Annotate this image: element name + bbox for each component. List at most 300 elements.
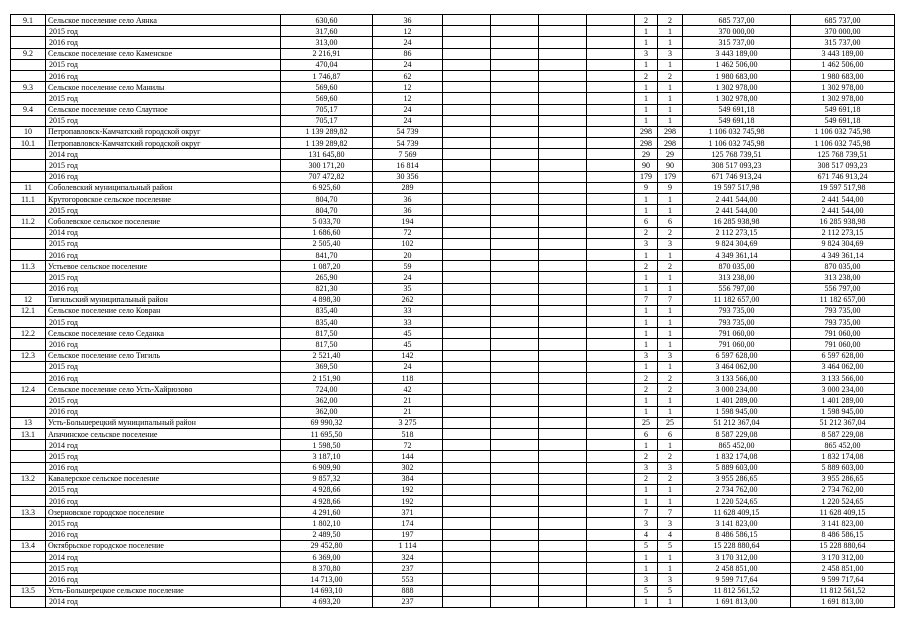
cell-funds-fund: 3 170 312,00 bbox=[791, 552, 895, 563]
cell-funds-total: 9 599 717,64 bbox=[683, 574, 791, 585]
cell-row-number: 10 bbox=[11, 126, 46, 137]
cell-col-e bbox=[443, 484, 491, 495]
cell-buildings-fact: 6 bbox=[658, 216, 683, 227]
table-row bbox=[11, 48, 895, 59]
cell-col-g bbox=[539, 160, 587, 171]
cell-people: 3 275 bbox=[373, 417, 443, 428]
cell-funds-total: 865 452,00 bbox=[683, 440, 791, 451]
cell-col-h bbox=[587, 462, 635, 473]
cell-funds-fund: 1 462 506,00 bbox=[791, 59, 895, 70]
cell-col-g bbox=[539, 182, 587, 193]
cell-col-f bbox=[491, 496, 539, 507]
table-row bbox=[11, 440, 895, 451]
cell-col-e bbox=[443, 283, 491, 294]
cell-col-h bbox=[587, 328, 635, 339]
cell-col-e bbox=[443, 205, 491, 216]
cell-people: 24 bbox=[373, 104, 443, 115]
cell-buildings-fact: 3 bbox=[658, 462, 683, 473]
cell-col-e bbox=[443, 70, 491, 81]
cell-buildings-fact: 1 bbox=[658, 283, 683, 294]
cell-row-name: 2015 год bbox=[46, 272, 281, 283]
cell-people: 54 739 bbox=[373, 126, 443, 137]
cell-funds-total: 9 824 304,69 bbox=[683, 238, 791, 249]
cell-funds-total: 15 228 880,64 bbox=[683, 540, 791, 551]
cell-col-f bbox=[491, 473, 539, 484]
cell-col-g bbox=[539, 507, 587, 518]
table-row bbox=[11, 93, 895, 104]
cell-people: 45 bbox=[373, 328, 443, 339]
cell-area: 317,60 bbox=[281, 26, 373, 37]
cell-row-number bbox=[11, 395, 46, 406]
table-row bbox=[11, 37, 895, 48]
table-row bbox=[11, 59, 895, 70]
cell-row-number: 13.5 bbox=[11, 585, 46, 596]
cell-col-e bbox=[443, 104, 491, 115]
cell-buildings-plan: 3 bbox=[635, 350, 658, 361]
cell-buildings-plan: 2 bbox=[635, 15, 658, 26]
cell-buildings-fact: 7 bbox=[658, 507, 683, 518]
cell-people: 142 bbox=[373, 350, 443, 361]
cell-funds-fund: 1 980 683,00 bbox=[791, 70, 895, 81]
cell-col-h bbox=[587, 317, 635, 328]
cell-row-number bbox=[11, 484, 46, 495]
cell-area: 835,40 bbox=[281, 317, 373, 328]
table-row bbox=[11, 194, 895, 205]
cell-buildings-plan: 298 bbox=[635, 138, 658, 149]
table-row bbox=[11, 395, 895, 406]
cell-funds-total: 3 464 062,00 bbox=[683, 361, 791, 372]
cell-row-name: 2014 год bbox=[46, 440, 281, 451]
cell-col-f bbox=[491, 440, 539, 451]
cell-col-e bbox=[443, 473, 491, 484]
cell-row-number: 12 bbox=[11, 294, 46, 305]
cell-col-f bbox=[491, 272, 539, 283]
table-row bbox=[11, 104, 895, 115]
table-row bbox=[11, 361, 895, 372]
cell-col-g bbox=[539, 484, 587, 495]
cell-col-h bbox=[587, 339, 635, 350]
cell-buildings-plan: 1 bbox=[635, 59, 658, 70]
cell-col-f bbox=[491, 518, 539, 529]
cell-area: 804,70 bbox=[281, 194, 373, 205]
cell-funds-fund: 8 486 586,15 bbox=[791, 529, 895, 540]
cell-funds-total: 3 955 286,65 bbox=[683, 473, 791, 484]
table-row bbox=[11, 238, 895, 249]
cell-funds-total: 370 000,00 bbox=[683, 26, 791, 37]
cell-col-f bbox=[491, 428, 539, 439]
cell-funds-total: 549 691,18 bbox=[683, 115, 791, 126]
cell-col-h bbox=[587, 82, 635, 93]
cell-area: 630,60 bbox=[281, 15, 373, 26]
cell-funds-fund: 1 691 813,00 bbox=[791, 596, 895, 607]
cell-funds-fund: 549 691,18 bbox=[791, 115, 895, 126]
cell-row-number bbox=[11, 406, 46, 417]
cell-buildings-plan: 7 bbox=[635, 507, 658, 518]
cell-col-f bbox=[491, 82, 539, 93]
cell-funds-total: 16 285 938,98 bbox=[683, 216, 791, 227]
cell-row-number bbox=[11, 238, 46, 249]
cell-row-name: Сельское поселение село Слаутное bbox=[46, 104, 281, 115]
cell-col-e bbox=[443, 15, 491, 26]
cell-col-h bbox=[587, 596, 635, 607]
table-row bbox=[11, 417, 895, 428]
cell-col-h bbox=[587, 507, 635, 518]
cell-buildings-plan: 1 bbox=[635, 328, 658, 339]
cell-buildings-plan: 1 bbox=[635, 484, 658, 495]
cell-col-h bbox=[587, 428, 635, 439]
cell-row-name: 2015 год bbox=[46, 160, 281, 171]
cell-col-e bbox=[443, 294, 491, 305]
cell-col-f bbox=[491, 484, 539, 495]
cell-col-g bbox=[539, 93, 587, 104]
cell-area: 69 990,32 bbox=[281, 417, 373, 428]
cell-row-name: Сельское поселение село Манилы bbox=[46, 82, 281, 93]
cell-people: 118 bbox=[373, 373, 443, 384]
cell-people: 144 bbox=[373, 451, 443, 462]
cell-area: 4 928,66 bbox=[281, 496, 373, 507]
cell-buildings-fact: 90 bbox=[658, 160, 683, 171]
cell-col-f bbox=[491, 115, 539, 126]
table-row bbox=[11, 182, 895, 193]
cell-col-g bbox=[539, 272, 587, 283]
cell-funds-total: 313 238,00 bbox=[683, 272, 791, 283]
cell-col-e bbox=[443, 59, 491, 70]
cell-buildings-fact: 1 bbox=[658, 205, 683, 216]
cell-funds-total: 5 889 603,00 bbox=[683, 462, 791, 473]
cell-funds-total: 556 797,00 bbox=[683, 283, 791, 294]
cell-col-g bbox=[539, 283, 587, 294]
cell-col-f bbox=[491, 48, 539, 59]
cell-col-g bbox=[539, 428, 587, 439]
cell-row-name: 2015 год bbox=[46, 26, 281, 37]
cell-col-h bbox=[587, 552, 635, 563]
cell-area: 2 489,50 bbox=[281, 529, 373, 540]
cell-col-h bbox=[587, 574, 635, 585]
cell-funds-fund: 4 349 361,14 bbox=[791, 249, 895, 260]
cell-area: 14 693,10 bbox=[281, 585, 373, 596]
cell-row-name: 2014 год bbox=[46, 149, 281, 160]
cell-col-g bbox=[539, 440, 587, 451]
cell-buildings-plan: 1 bbox=[635, 26, 658, 37]
cell-col-e bbox=[443, 451, 491, 462]
cell-funds-total: 870 035,00 bbox=[683, 261, 791, 272]
cell-row-number bbox=[11, 59, 46, 70]
table-body bbox=[11, 15, 895, 608]
cell-people: 237 bbox=[373, 563, 443, 574]
cell-funds-fund: 671 746 913,24 bbox=[791, 171, 895, 182]
table-row bbox=[11, 305, 895, 316]
cell-col-e bbox=[443, 563, 491, 574]
cell-row-number bbox=[11, 171, 46, 182]
cell-funds-fund: 315 737,00 bbox=[791, 37, 895, 48]
cell-col-e bbox=[443, 406, 491, 417]
cell-col-e bbox=[443, 93, 491, 104]
table-row bbox=[11, 227, 895, 238]
cell-buildings-fact: 2 bbox=[658, 473, 683, 484]
cell-people: 24 bbox=[373, 272, 443, 283]
cell-people: 518 bbox=[373, 428, 443, 439]
table-row bbox=[11, 585, 895, 596]
cell-col-h bbox=[587, 484, 635, 495]
cell-funds-fund: 1 598 945,00 bbox=[791, 406, 895, 417]
cell-area: 14 713,00 bbox=[281, 574, 373, 585]
cell-area: 821,30 bbox=[281, 283, 373, 294]
table-row bbox=[11, 272, 895, 283]
cell-funds-fund: 11 628 409,15 bbox=[791, 507, 895, 518]
cell-buildings-plan: 1 bbox=[635, 249, 658, 260]
cell-col-f bbox=[491, 59, 539, 70]
table-row bbox=[11, 317, 895, 328]
table-row bbox=[11, 518, 895, 529]
cell-row-number bbox=[11, 529, 46, 540]
cell-buildings-fact: 1 bbox=[658, 115, 683, 126]
cell-area: 4 898,30 bbox=[281, 294, 373, 305]
cell-row-number: 12.4 bbox=[11, 384, 46, 395]
cell-people: 62 bbox=[373, 70, 443, 81]
cell-row-number: 10.1 bbox=[11, 138, 46, 149]
cell-col-f bbox=[491, 216, 539, 227]
cell-col-h bbox=[587, 238, 635, 249]
cell-row-number bbox=[11, 373, 46, 384]
cell-area: 300 171,20 bbox=[281, 160, 373, 171]
table-row bbox=[11, 138, 895, 149]
cell-people: 289 bbox=[373, 182, 443, 193]
cell-area: 1 139 289,82 bbox=[281, 126, 373, 137]
cell-area: 705,17 bbox=[281, 104, 373, 115]
cell-buildings-plan: 1 bbox=[635, 283, 658, 294]
cell-row-name: Сельское поселение село Седанка bbox=[46, 328, 281, 339]
cell-col-h bbox=[587, 350, 635, 361]
cell-col-h bbox=[587, 384, 635, 395]
cell-buildings-fact: 1 bbox=[658, 563, 683, 574]
cell-row-number bbox=[11, 339, 46, 350]
cell-buildings-plan: 179 bbox=[635, 171, 658, 182]
cell-col-f bbox=[491, 283, 539, 294]
cell-buildings-plan: 7 bbox=[635, 294, 658, 305]
cell-funds-total: 1 302 978,00 bbox=[683, 93, 791, 104]
cell-buildings-fact: 3 bbox=[658, 574, 683, 585]
cell-buildings-fact: 2 bbox=[658, 227, 683, 238]
cell-buildings-plan: 1 bbox=[635, 563, 658, 574]
cell-buildings-fact: 25 bbox=[658, 417, 683, 428]
cell-funds-total: 1 691 813,00 bbox=[683, 596, 791, 607]
cell-people: 21 bbox=[373, 395, 443, 406]
cell-row-number bbox=[11, 272, 46, 283]
cell-buildings-fact: 1 bbox=[658, 552, 683, 563]
cell-row-name: 2016 год bbox=[46, 37, 281, 48]
cell-row-name: Соболевское сельское поселение bbox=[46, 216, 281, 227]
cell-funds-fund: 791 060,00 bbox=[791, 328, 895, 339]
cell-col-h bbox=[587, 294, 635, 305]
cell-col-e bbox=[443, 126, 491, 137]
cell-row-name: Апачинское сельское поселение bbox=[46, 428, 281, 439]
cell-col-e bbox=[443, 37, 491, 48]
cell-buildings-fact: 3 bbox=[658, 518, 683, 529]
cell-col-g bbox=[539, 552, 587, 563]
cell-col-g bbox=[539, 115, 587, 126]
cell-funds-fund: 1 401 289,00 bbox=[791, 395, 895, 406]
cell-col-f bbox=[491, 205, 539, 216]
cell-col-e bbox=[443, 440, 491, 451]
cell-people: 72 bbox=[373, 440, 443, 451]
cell-funds-fund: 1 302 978,00 bbox=[791, 82, 895, 93]
cell-row-number bbox=[11, 249, 46, 260]
cell-col-f bbox=[491, 361, 539, 372]
cell-col-f bbox=[491, 305, 539, 316]
cell-funds-total: 1 598 945,00 bbox=[683, 406, 791, 417]
cell-col-g bbox=[539, 149, 587, 160]
cell-col-f bbox=[491, 70, 539, 81]
table-row bbox=[11, 339, 895, 350]
cell-people: 86 bbox=[373, 48, 443, 59]
cell-buildings-fact: 2 bbox=[658, 70, 683, 81]
table-row bbox=[11, 473, 895, 484]
cell-buildings-fact: 2 bbox=[658, 15, 683, 26]
cell-row-number bbox=[11, 451, 46, 462]
cell-area: 5 033,70 bbox=[281, 216, 373, 227]
cell-row-number bbox=[11, 205, 46, 216]
cell-funds-total: 315 737,00 bbox=[683, 37, 791, 48]
cell-area: 362,00 bbox=[281, 406, 373, 417]
cell-col-e bbox=[443, 182, 491, 193]
cell-funds-fund: 1 106 032 745,98 bbox=[791, 126, 895, 137]
cell-funds-fund: 11 182 657,00 bbox=[791, 294, 895, 305]
cell-buildings-fact: 298 bbox=[658, 126, 683, 137]
cell-col-f bbox=[491, 540, 539, 551]
cell-people: 24 bbox=[373, 361, 443, 372]
cell-col-e bbox=[443, 261, 491, 272]
cell-buildings-fact: 1 bbox=[658, 93, 683, 104]
cell-col-f bbox=[491, 384, 539, 395]
table-row bbox=[11, 171, 895, 182]
data-table bbox=[10, 14, 895, 608]
cell-buildings-fact: 1 bbox=[658, 361, 683, 372]
cell-col-h bbox=[587, 194, 635, 205]
cell-buildings-fact: 2 bbox=[658, 451, 683, 462]
cell-people: 33 bbox=[373, 317, 443, 328]
cell-funds-fund: 370 000,00 bbox=[791, 26, 895, 37]
cell-area: 369,50 bbox=[281, 361, 373, 372]
cell-row-number: 13.3 bbox=[11, 507, 46, 518]
cell-funds-fund: 870 035,00 bbox=[791, 261, 895, 272]
cell-row-name: Усть-Большерецкий муниципальный район bbox=[46, 417, 281, 428]
table-row bbox=[11, 249, 895, 260]
cell-area: 2 216,91 bbox=[281, 48, 373, 59]
cell-area: 1 598,50 bbox=[281, 440, 373, 451]
cell-row-number: 11.3 bbox=[11, 261, 46, 272]
cell-col-g bbox=[539, 384, 587, 395]
cell-buildings-plan: 6 bbox=[635, 216, 658, 227]
cell-people: 7 569 bbox=[373, 149, 443, 160]
cell-col-h bbox=[587, 406, 635, 417]
cell-col-f bbox=[491, 37, 539, 48]
cell-row-number: 13.2 bbox=[11, 473, 46, 484]
cell-col-e bbox=[443, 227, 491, 238]
cell-col-h bbox=[587, 138, 635, 149]
cell-row-number: 11 bbox=[11, 182, 46, 193]
cell-funds-total: 19 597 517,98 bbox=[683, 182, 791, 193]
cell-funds-fund: 19 597 517,98 bbox=[791, 182, 895, 193]
table-row bbox=[11, 507, 895, 518]
cell-funds-total: 791 060,00 bbox=[683, 339, 791, 350]
cell-row-name: 2016 год bbox=[46, 462, 281, 473]
cell-buildings-plan: 1 bbox=[635, 361, 658, 372]
cell-col-h bbox=[587, 37, 635, 48]
cell-col-e bbox=[443, 384, 491, 395]
cell-col-e bbox=[443, 149, 491, 160]
cell-row-name: 2015 год bbox=[46, 238, 281, 249]
cell-col-g bbox=[539, 596, 587, 607]
cell-col-e bbox=[443, 507, 491, 518]
cell-col-f bbox=[491, 26, 539, 37]
cell-row-number bbox=[11, 70, 46, 81]
cell-area: 841,70 bbox=[281, 249, 373, 260]
cell-funds-total: 793 735,00 bbox=[683, 317, 791, 328]
cell-row-name: 2016 год bbox=[46, 529, 281, 540]
cell-funds-fund: 3 443 189,00 bbox=[791, 48, 895, 59]
cell-row-name: Сельское поселение село Ковран bbox=[46, 305, 281, 316]
cell-buildings-fact: 7 bbox=[658, 294, 683, 305]
cell-row-name: 2016 год bbox=[46, 339, 281, 350]
cell-buildings-fact: 1 bbox=[658, 59, 683, 70]
cell-col-f bbox=[491, 126, 539, 137]
table-row bbox=[11, 261, 895, 272]
cell-col-g bbox=[539, 261, 587, 272]
cell-row-name: Сельское поселение село Усть-Хайрюзово bbox=[46, 384, 281, 395]
cell-col-e bbox=[443, 194, 491, 205]
cell-col-f bbox=[491, 294, 539, 305]
cell-row-number: 9.3 bbox=[11, 82, 46, 93]
cell-buildings-plan: 1 bbox=[635, 305, 658, 316]
cell-row-number: 9.1 bbox=[11, 15, 46, 26]
cell-people: 30 356 bbox=[373, 171, 443, 182]
cell-area: 362,00 bbox=[281, 395, 373, 406]
cell-row-name: Озерновское городское поселение bbox=[46, 507, 281, 518]
cell-col-e bbox=[443, 328, 491, 339]
cell-row-number: 9.2 bbox=[11, 48, 46, 59]
cell-col-f bbox=[491, 417, 539, 428]
cell-people: 36 bbox=[373, 15, 443, 26]
cell-buildings-plan: 3 bbox=[635, 574, 658, 585]
cell-col-g bbox=[539, 473, 587, 484]
cell-col-g bbox=[539, 238, 587, 249]
cell-funds-total: 1 980 683,00 bbox=[683, 70, 791, 81]
cell-row-number bbox=[11, 26, 46, 37]
cell-col-f bbox=[491, 238, 539, 249]
cell-buildings-plan: 2 bbox=[635, 227, 658, 238]
table-row bbox=[11, 428, 895, 439]
cell-col-f bbox=[491, 451, 539, 462]
cell-col-e bbox=[443, 496, 491, 507]
cell-col-h bbox=[587, 540, 635, 551]
cell-row-number: 11.1 bbox=[11, 194, 46, 205]
cell-row-number bbox=[11, 149, 46, 160]
cell-col-g bbox=[539, 138, 587, 149]
cell-col-h bbox=[587, 272, 635, 283]
cell-buildings-fact: 1 bbox=[658, 104, 683, 115]
cell-col-e bbox=[443, 160, 491, 171]
cell-people: 12 bbox=[373, 82, 443, 93]
cell-col-g bbox=[539, 563, 587, 574]
cell-buildings-plan: 2 bbox=[635, 451, 658, 462]
cell-buildings-fact: 1 bbox=[658, 596, 683, 607]
cell-people: 24 bbox=[373, 115, 443, 126]
cell-col-h bbox=[587, 48, 635, 59]
cell-col-e bbox=[443, 305, 491, 316]
cell-buildings-fact: 3 bbox=[658, 238, 683, 249]
cell-people: 1 114 bbox=[373, 540, 443, 551]
cell-col-h bbox=[587, 261, 635, 272]
